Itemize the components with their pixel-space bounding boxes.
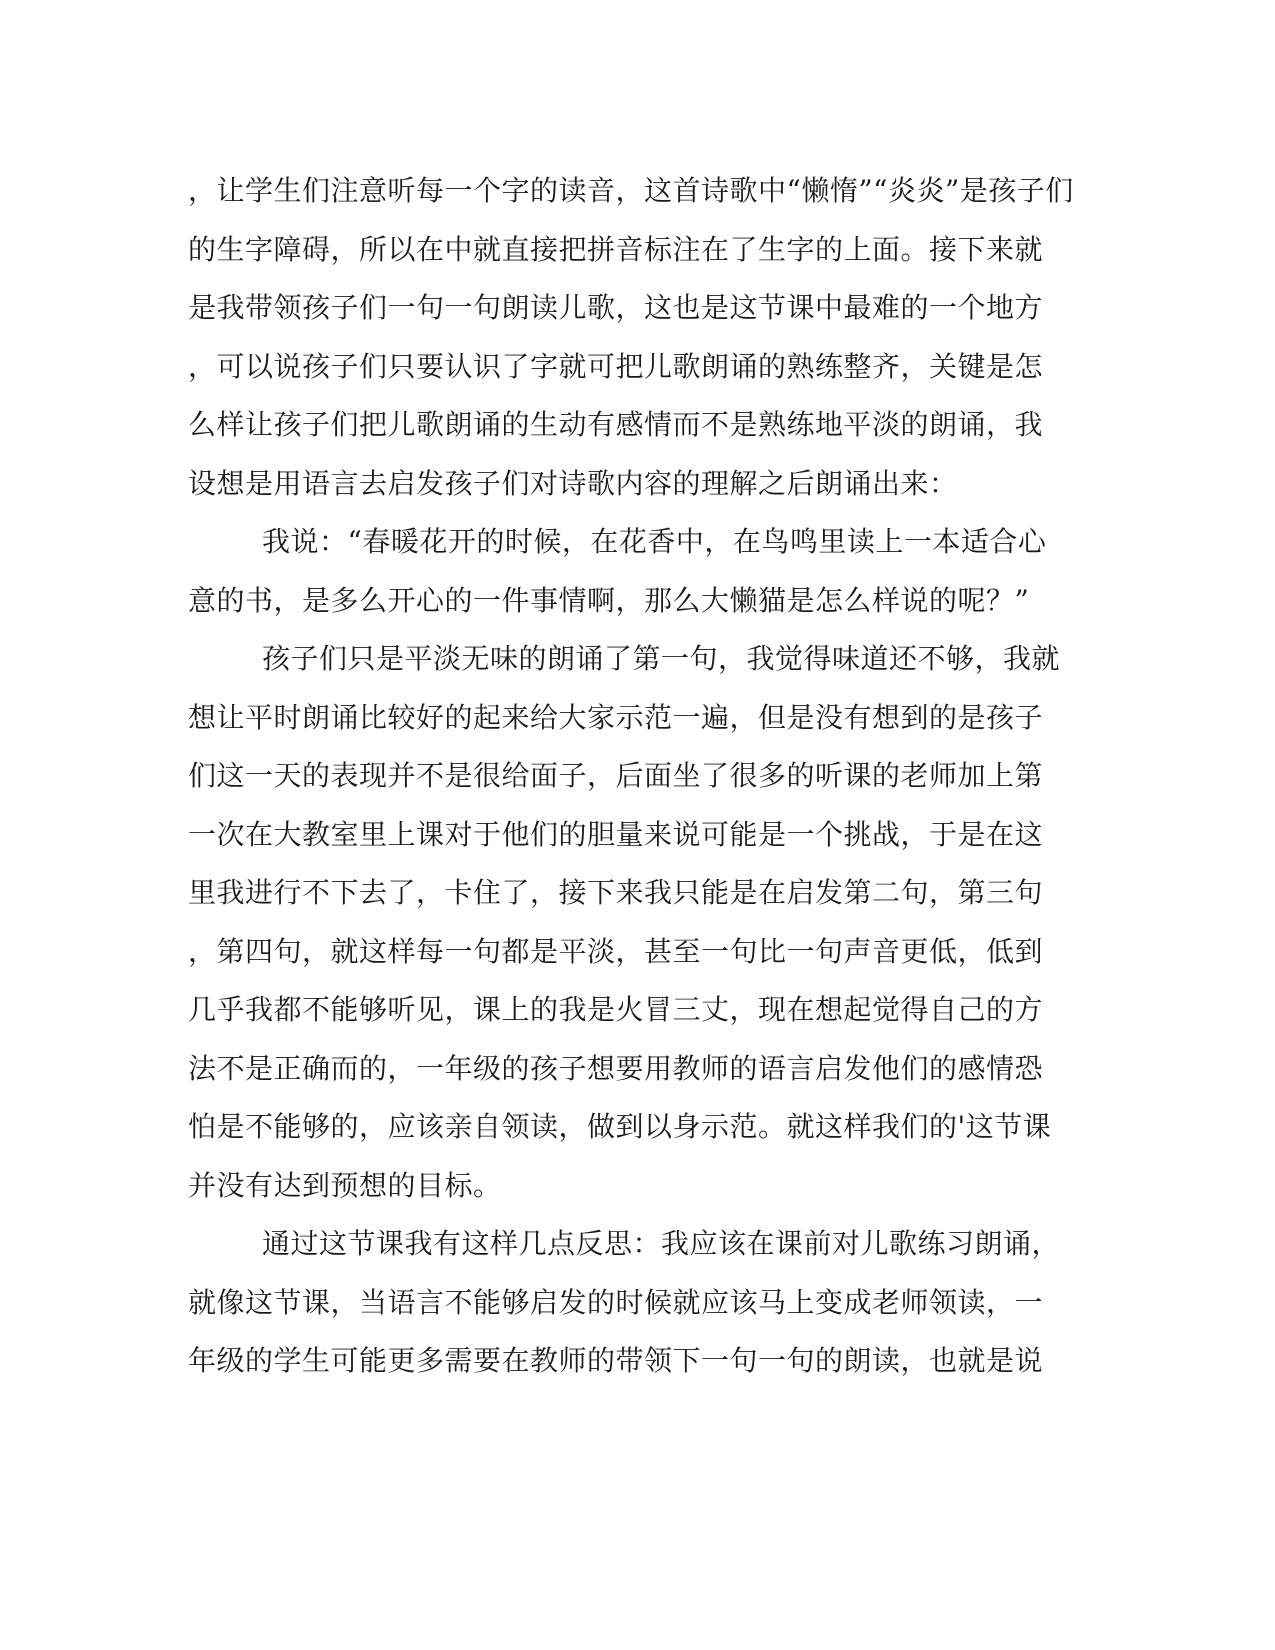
text-line: ，可以说孩子们只要认识了字就可把儿歌朗诵的熟练整齐，关键是怎	[188, 349, 1044, 383]
text-line: 就像这节课，当语言不能够启发的时候就应该马上变成老师领读，一	[188, 1285, 1044, 1319]
text-line: 一次在大教室里上课对于他们的胆量来说可能是一个挑战，于是在这	[188, 817, 1044, 851]
text-line: 孩子们只是平淡无味的朗诵了第一句，我觉得味道还不够，我就	[262, 642, 1061, 675]
text-line: 里我进行不下去了，卡住了，接下来我只能是在启发第二句，第三句	[188, 876, 1044, 909]
text-line: 怕是不能够的，应该亲自领读，做到以身示范。就这样我们的'这节课	[188, 1110, 1052, 1143]
text-line: 我说：“春暖花开的时候，在花香中，在鸟鸣里读上一本适合心	[262, 525, 1047, 558]
text-line: 是我带领孩子们一句一句朗读儿歌，这也是这节课中最难的一个地方	[188, 291, 1044, 324]
text-line: 们这一天的表现并不是很给面子，后面坐了很多的听课的老师加上第	[188, 759, 1044, 792]
text-line: 想让平时朗诵比较好的起来给大家示范一遍，但是没有想到的是孩子	[188, 700, 1044, 734]
text-line: 么样让孩子们把儿歌朗诵的生动有感情而不是熟练地平淡的朗诵，我	[188, 408, 1044, 441]
text-line: 并没有达到预想的目标。	[188, 1168, 502, 1202]
text-line: ，让学生们注意听每一个字的读音，这首诗歌中“懒惰”“炎炎”是孩子们	[188, 174, 1074, 207]
text-line: 设想是用语言去启发孩子们对诗歌内容的理解之后朗诵出来：	[188, 466, 958, 500]
text-line: 法不是正确而的，一年级的孩子想要用教师的语言启发他们的感情恐	[188, 1051, 1044, 1085]
text-line: 通过这节课我有这样几点反思：我应该在课前对儿歌练习朗诵，	[262, 1227, 1061, 1260]
text-line: 几乎我都不能够听见，课上的我是火冒三丈，现在想起觉得自己的方	[188, 993, 1044, 1026]
text-line: 意的书，是多么开心的一件事情啊，那么大懒猫是怎么样说的呢？”	[188, 583, 1030, 617]
body-text	[188, 162, 1078, 1391]
text-line: 的生字障碍，所以在中就直接把拼音标注在了生字的上面。接下来就	[188, 232, 1044, 266]
text-line: 年级的学生可能更多需要在教师的带领下一句一句的朗读，也就是说	[188, 1344, 1044, 1377]
text-line: ，第四句，就这样每一句都是平淡，甚至一句比一句声音更低，低到	[188, 934, 1044, 968]
